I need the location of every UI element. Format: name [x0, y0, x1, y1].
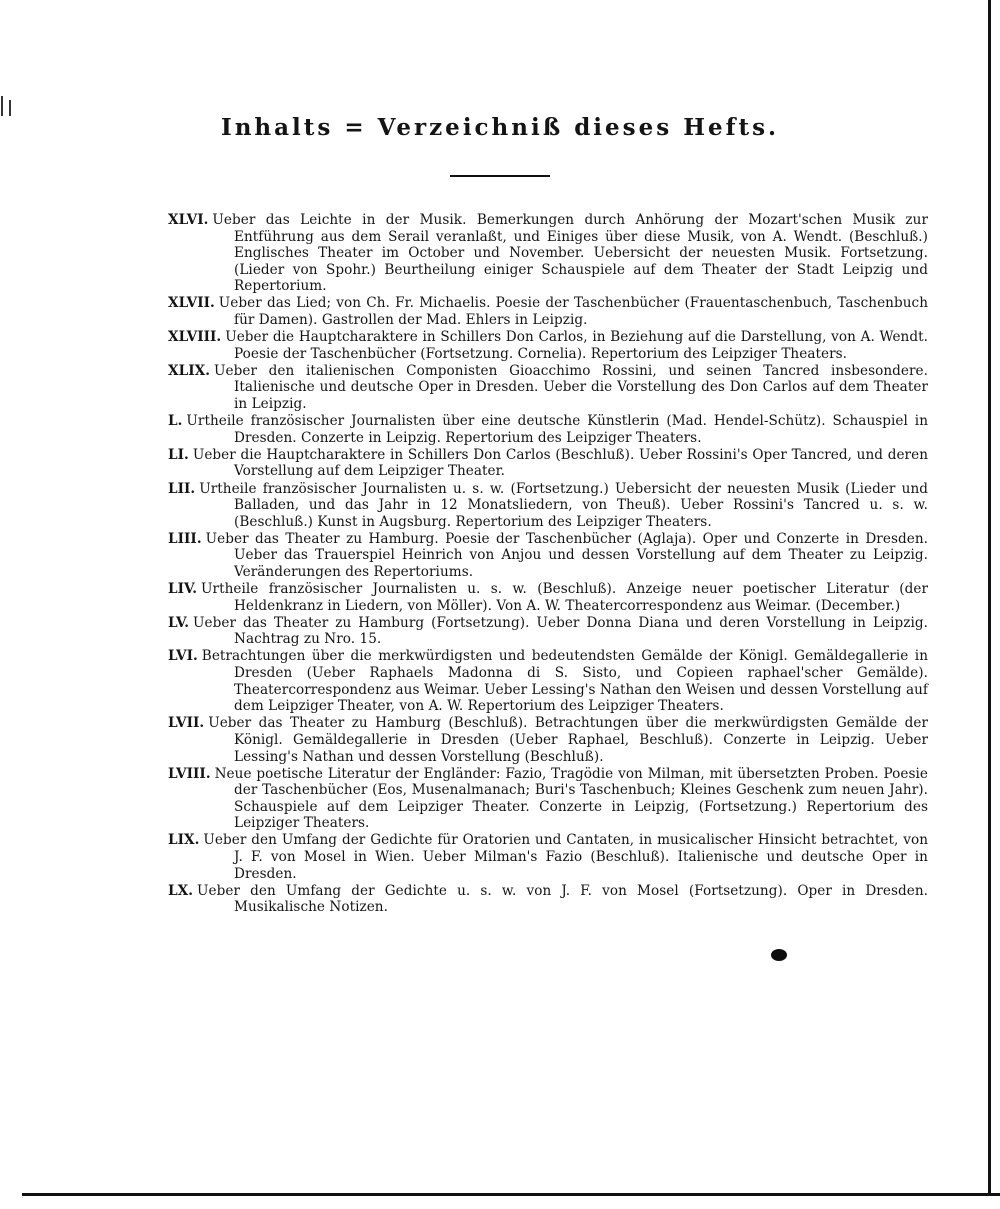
entry-number: LVII. — [168, 715, 205, 732]
toc-entry — [168, 481, 928, 531]
entry-text: Neue poetische Literatur der Engländer: Fazio, Tragödie von Milman, mit übersetzten Proben. Poesie der Taschenbücher (Eos, Musenalmanach; Buri's Taschenbuch; Kleines Geschenk zum neuen Jahr). Schauspiele auf dem Leipziger Theater. Conzerte in Leipzig, (Fortsetzung.) Repertorium des Leipziger Theaters. — [214, 765, 928, 832]
entry-number: XLVI. — [168, 212, 209, 228]
page-border-bottom — [22, 1193, 1000, 1196]
toc-entry — [168, 413, 928, 446]
toc-entry — [168, 883, 928, 916]
entry-text: Ueber das Theater zu Hamburg. Poesie der Taschenbücher (Aglaja). Oper und Conzerte in Dresden. Ueber das Trauerspiel Heinrich von Anjou und dessen Vorstellung auf dem Theater zu Leipzig. Veränderungen des Repertoriums. — [205, 530, 928, 580]
entry-number: LI. — [168, 446, 189, 463]
entry-number: XLVIII. — [168, 329, 222, 346]
entry-text: Urtheile französischer Journalisten u. s. w. (Beschluß). Anzeige neuer poetischer Literatur (der Heldenkranz in Liedern, von Möller). Von A. W. Theatercorrespondenz aus Weimar. (December.) — [201, 581, 928, 614]
entry-number: LV. — [168, 614, 189, 631]
entry-text: Ueber das Lied; von Ch. Fr. Michaelis. Poesie der Taschenbücher (Frauentaschenbuch, Taschenbuch für Damen). Gastrollen der Mad. Ehlers in Leipzig. — [218, 295, 928, 329]
toc-entry — [168, 531, 928, 581]
entry-text: Ueber das Theater zu Hamburg (Fortsetzung). Ueber Donna Diana und deren Vorstellung in Leipzig. Nachtrag zu Nro. 15. — [193, 614, 928, 648]
scan-edge-mark — [1, 96, 3, 116]
entry-text: Betrachtungen über die merkwürdigsten und bedeutendsten Gemälde der Königl. Gemäldegallerie in Dresden (Ueber Raphaels Madonna di S. Sisto, und Copieen raphael'scher Gemälde). Theatercorrespondenz aus Weimar. Ueber Lessing's Nathan den Weisen und dessen Vorstellung auf dem Leipziger Theater, von A. W. Repertorium des Leipziger Theaters. — [201, 648, 928, 715]
entry-number: LVIII. — [168, 765, 211, 782]
entry-text: Ueber die Hauptcharaktere in Schillers Don Carlos, in Beziehung auf die Darstellung, von A. Wendt. Poesie der Taschenbücher (Fortsetzung. Cornelia). Repertorium des Leipziger Theaters. — [225, 329, 928, 362]
entry-number: LII. — [168, 480, 196, 497]
entry-text: Ueber das Leichte in der Musik. Bemerkungen durch Anhörung der Mozart'schen Musik zur Entführung aus dem Serail veranlaßt, und Einiges über diese Musik, von A. Wendt. (Beschluß.) Englisches Theater im October und November. Uebersicht der neuesten Musik. Fortsetzung. (Lieder von Spohr.) Beurtheilung einiger Schauspiele auf dem Theater der Stadt Leipzig und Repertorium. — [212, 212, 928, 295]
toc-entry — [168, 295, 928, 328]
table-of-contents — [168, 212, 928, 916]
toc-entry — [168, 212, 928, 295]
entry-number: LVI. — [168, 648, 198, 665]
entry-text: Ueber die Hauptcharaktere in Schillers Don Carlos (Beschluß). Ueber Rossini's Oper Tancred, und deren Vorstellung auf dem Leipziger Theater. — [192, 446, 928, 480]
toc-entry — [168, 715, 928, 765]
entry-text: Ueber den Umfang der Gedichte für Oratorien und Cantaten, in musicalischer Hinsicht betrachtet, von J. F. von Mosel in Wien. Ueber Milman's Fazio (Beschluß). Italienische und deutsche Oper in Dresden. — [203, 832, 928, 882]
entry-text: Urtheile französischer Journalisten u. s. w. (Fortsetzung.) Uebersicht der neuesten Musik (Lieder und Balladen, und das Jahr in 12 Monatsliedern, von Theuß). Ueber Rossini's Tancred u. s. w. (Beschluß.) Kunst in Augsburg. Repertorium des Leipziger Theaters. — [199, 480, 928, 530]
ink-blot — [771, 949, 787, 961]
toc-entry — [168, 832, 928, 882]
entry-number: LIII. — [168, 530, 202, 547]
entry-text: Ueber den italienischen Componisten Gioacchimo Rossini, und seinen Tancred insbesondere. Italienische und deutsche Oper in Dresden. Ueber die Vorstellung des Don Carlos auf dem Theater in Leipzig. — [214, 362, 928, 413]
page-border-right — [988, 0, 991, 1196]
toc-entry — [168, 615, 928, 648]
toc-entry — [168, 648, 928, 714]
entry-text: Ueber den Umfang der Gedichte u. s. w. von J. F. von Mosel (Fortsetzung). Oper in Dresden. Musikalische Notizen. — [197, 882, 928, 916]
page-title: Inhalts = Verzeichniß dieses Hefts. — [220, 114, 780, 141]
title-divider — [450, 175, 550, 177]
entry-number: L. — [168, 413, 183, 430]
entry-number: LIV. — [168, 581, 198, 598]
toc-entry — [168, 766, 928, 832]
toc-entry — [168, 363, 928, 413]
entry-text: Ueber das Theater zu Hamburg (Beschluß). Betrachtungen über die merkwürdigsten Gemälde der Königl. Gemäldegallerie in Dresden (Ueber Raphael, Beschluß). Conzerte in Leipzig. Ueber Lessing's Nathan und dessen Vorstellung (Beschluß). — [208, 715, 928, 765]
entry-number: LX. — [168, 882, 193, 899]
entry-text: Urtheile französischer Journalisten über eine deutsche Künstlerin (Mad. Hendel-Schütz). Schauspiel in Dresden. Conzerte in Leipzig. Repertorium des Leipziger Theaters. — [186, 413, 928, 446]
toc-entry — [168, 581, 928, 614]
entry-number: XLIX. — [168, 362, 210, 379]
entry-number: LIX. — [168, 832, 200, 849]
entry-number: XLVII. — [168, 295, 215, 312]
toc-entry — [168, 329, 928, 362]
toc-entry — [168, 447, 928, 480]
